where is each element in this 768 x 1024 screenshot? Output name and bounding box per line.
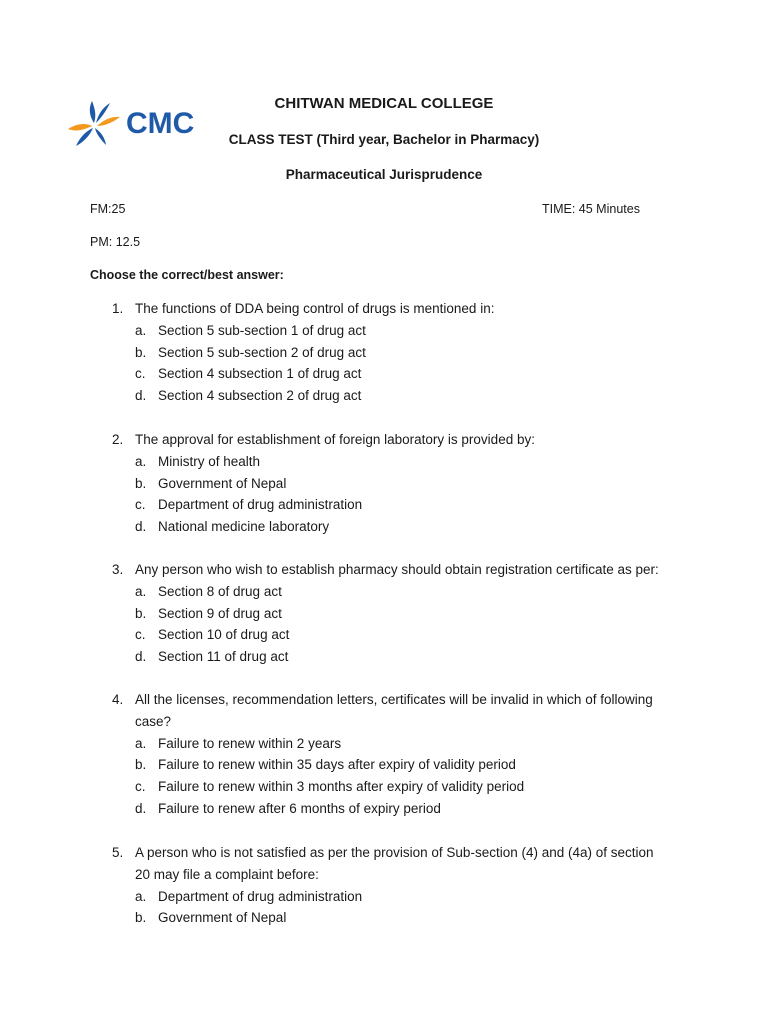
option-letter: d. [135,649,147,665]
option-item [0,320,768,342]
option-item [0,342,768,364]
question-2 [0,429,768,538]
question-number: 2. [112,432,124,447]
option-item [0,646,768,668]
option-item [0,451,768,473]
instruction: Choose the correct/best answer: [90,268,284,282]
option-item [0,798,768,820]
question-number: 3. [112,562,124,577]
full-marks: FM:25 [90,202,126,216]
option-letter: b. [135,605,147,621]
option-item [0,754,768,776]
question-1 [0,298,768,407]
pass-marks: PM: 12.5 [90,235,141,249]
option-text: Section 4 subsection 2 of drug act [158,388,362,404]
option-item [0,494,768,516]
question-number: 4. [112,692,124,707]
option-item [0,581,768,603]
option-text: Section 5 sub-section 1 of drug act [158,322,366,338]
option-letter: b. [135,910,147,926]
question-3 [0,559,768,668]
option-letter: c. [135,627,146,643]
question-number: 5. [112,845,124,860]
option-text: Department of drug administration [158,888,363,904]
test-title: CLASS TEST (Third year, Bachelor in Pharmacy) [228,132,540,147]
college-name: CHITWAN MEDICAL COLLEGE [274,95,494,112]
option-letter: c. [135,779,146,795]
option-letter: a. [135,322,147,338]
option-item [0,516,768,538]
option-item [0,776,768,798]
question-5 [0,842,768,929]
option-text: Section 9 of drug act [158,605,282,621]
question-4 [0,689,768,820]
question-text: The functions of DDA being control of drugs is mentioned in: [135,301,495,316]
option-text: Department of drug administration [158,497,363,513]
question-text: A person who is not satisfied as per the provision of Sub-section (4) and (4a) of section [135,845,654,860]
subject-title: Pharmaceutical Jurisprudence [285,167,483,182]
question-text: The approval for establishment of foreign laboratory is provided by: [135,432,535,447]
question-number: 1. [112,301,124,316]
option-letter: b. [135,344,147,360]
option-item [0,603,768,625]
option-text: Section 10 of drug act [158,627,290,643]
option-text: National medicine laboratory [158,519,330,535]
option-item [0,624,768,646]
option-text: Government of Nepal [158,475,287,491]
option-letter: d. [135,800,147,816]
option-letter: a. [135,888,147,904]
option-item [0,385,768,407]
question-text: Any person who wish to establish pharmacy should obtain registration certificate as per: [135,562,659,577]
option-text: Section 5 sub-section 2 of drug act [158,344,366,360]
option-letter: b. [135,757,147,773]
option-text: Failure to renew within 35 days after expiry of validity period [158,757,516,773]
option-letter: a. [135,453,147,469]
option-item [0,907,768,929]
option-item [0,363,768,385]
option-letter: a. [135,583,147,599]
question-text-continued: 20 may file a complaint before: [135,866,319,882]
option-text: Failure to renew within 3 months after expiry of validity period [158,779,525,795]
option-text: Section 4 subsection 1 of drug act [158,366,362,382]
option-text: Failure to renew within 2 years [158,735,342,751]
option-item [0,886,768,908]
option-letter: a. [135,735,147,751]
option-item [0,733,768,755]
option-text: Failure to renew after 6 months of expiry period [158,800,441,816]
option-letter: b. [135,475,147,491]
logo-wordmark: CMC [126,107,195,140]
option-text: Section 11 of drug act [158,649,289,665]
time-allowed: TIME: 45 Minutes [542,202,640,216]
option-letter: c. [135,366,146,382]
option-text: Ministry of health [158,453,261,469]
question-text: All the licenses, recommendation letters, certificates will be invalid in which of following [135,692,653,707]
option-letter: d. [135,388,147,404]
option-item [0,473,768,495]
option-letter: d. [135,519,147,535]
option-text: Government of Nepal [158,910,287,926]
question-text-continued: case? [135,713,172,729]
option-text: Section 8 of drug act [158,583,282,599]
option-letter: c. [135,497,146,513]
